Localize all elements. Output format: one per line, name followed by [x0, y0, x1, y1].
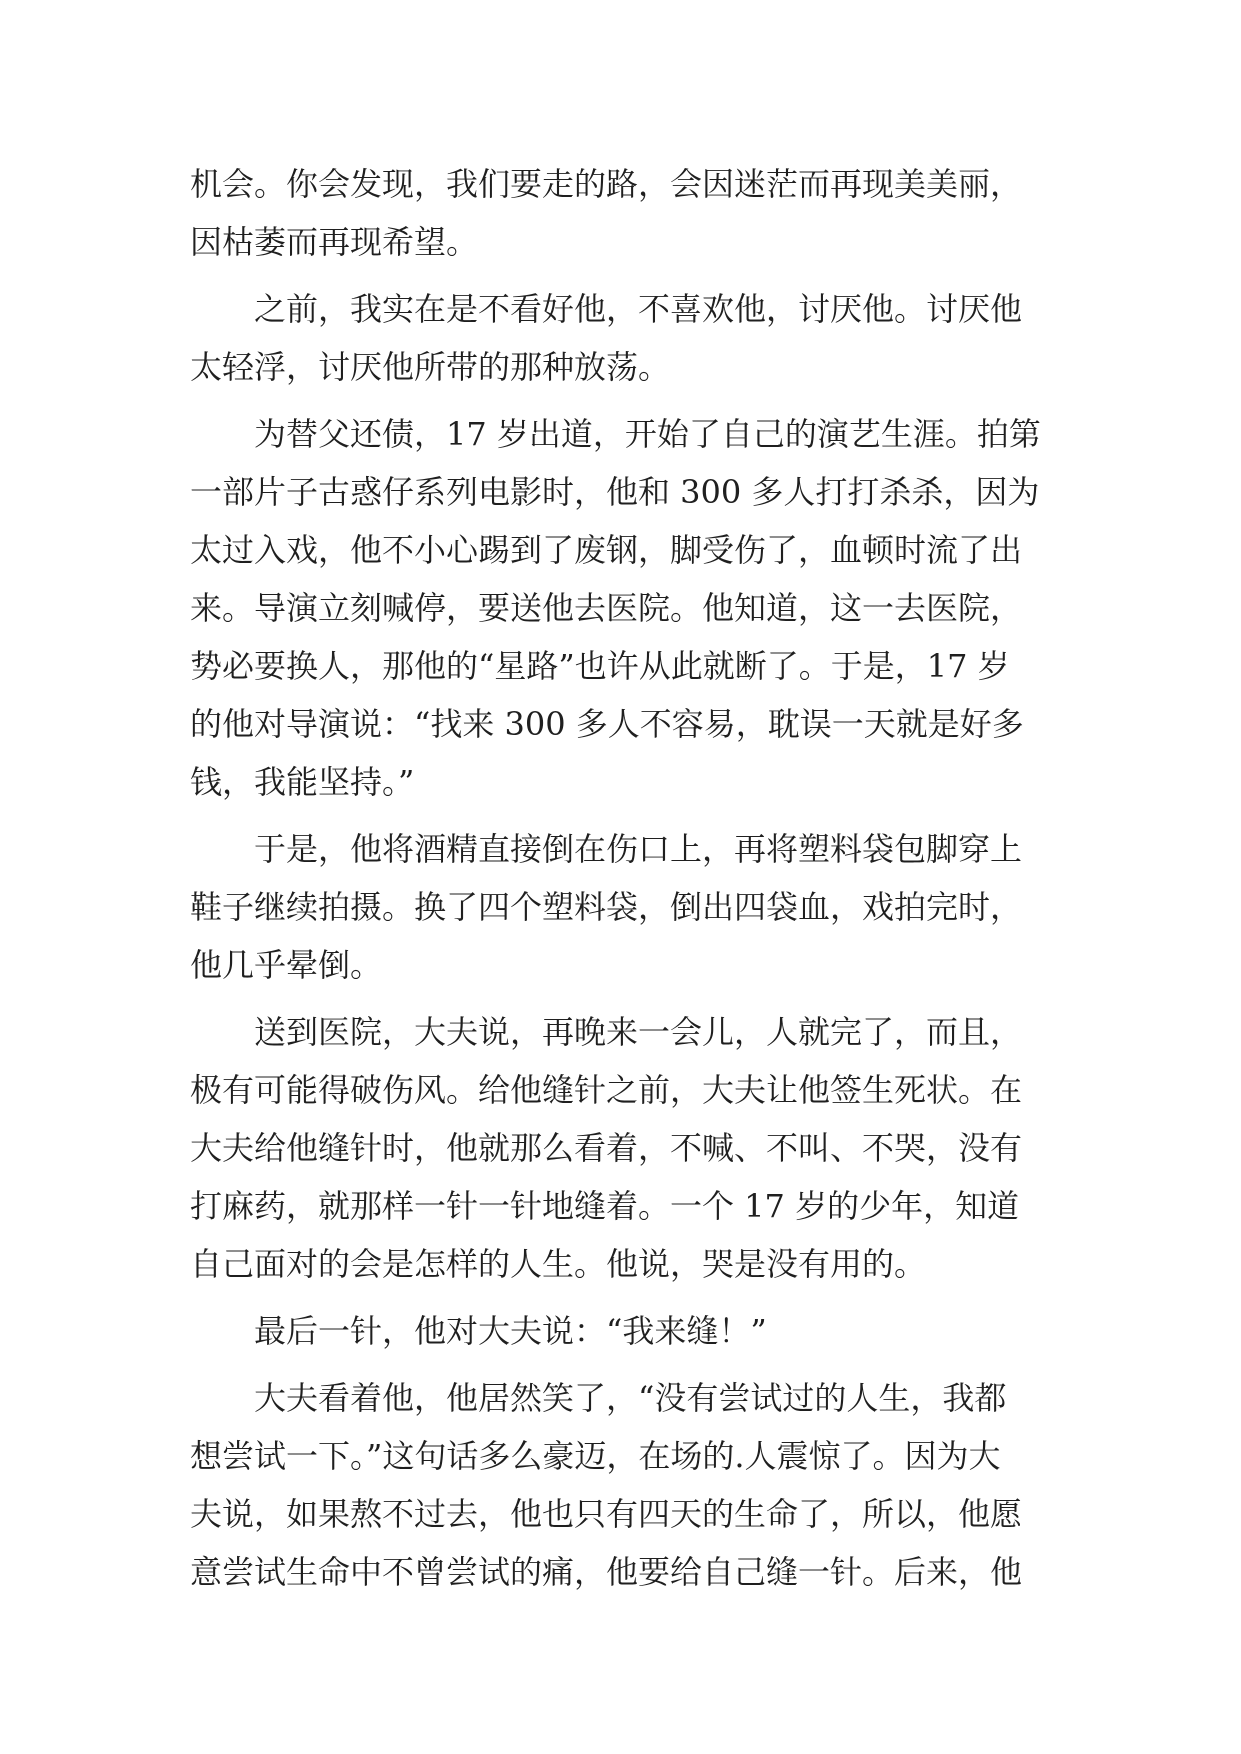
text-line: 因枯萎而再现希望。 — [190, 223, 479, 261]
text-line: 于是，他将酒精直接倒在伤口上，再将塑料袋包脚穿上 — [254, 830, 1023, 868]
text-line: 机会。你会发现，我们要走的路，会因迷茫而再现美美丽， — [190, 165, 1023, 203]
text-line: 一部片子古惑仔系列电影时，他和 300 多人打打杀杀，因为 — [190, 473, 1040, 511]
paragraph — [190, 820, 1050, 994]
text-line: 大夫给他缝针时，他就那么看着，不喊、不叫、不哭，没有 — [190, 1129, 1023, 1167]
text-line: 最后一针，他对大夫说：“我来缝！” — [254, 1312, 767, 1350]
text-line: 打麻药，就那样一针一针地缝着。一个 17 岁的少年，知道 — [190, 1187, 1020, 1225]
paragraph — [190, 155, 1050, 271]
text-line: 太过入戏，他不小心踢到了废钢，脚受伤了，血顿时流了出 — [190, 531, 1023, 569]
paragraph — [190, 1369, 1050, 1601]
text-line: 的他对导演说：“找来 300 多人不容易，耽误一天就是好多 — [190, 705, 1024, 743]
text-line: 为替父还债，17 岁出道，开始了自己的演艺生涯。拍第 — [254, 415, 1041, 453]
text-line: 钱，我能坚持。” — [190, 763, 415, 801]
text-line: 来。导演立刻喊停，要送他去医院。他知道，这一去医院， — [190, 589, 1023, 627]
article-body — [190, 155, 1050, 1610]
text-line: 大夫看着他，他居然笑了，“没有尝试过的人生，我都 — [254, 1379, 1007, 1417]
paragraph — [190, 405, 1050, 811]
text-line: 之前，我实在是不看好他，不喜欢他，讨厌他。讨厌他 — [254, 290, 1023, 328]
paragraph — [190, 1003, 1050, 1293]
paragraph — [190, 1302, 1050, 1360]
text-line: 意尝试生命中不曾尝试的痛，他要给自己缝一针。后来，他 — [190, 1553, 1023, 1591]
text-line: 送到医院，大夫说，再晚来一会儿，人就完了，而且， — [254, 1013, 1023, 1051]
text-line: 想尝试一下。”这句话多么豪迈，在场的.人震惊了。因为大 — [190, 1437, 1001, 1475]
text-line: 夫说，如果熬不过去，他也只有四天的生命了，所以，他愿 — [190, 1495, 1023, 1533]
text-line: 鞋子继续拍摄。换了四个塑料袋，倒出四袋血，戏拍完时， — [190, 888, 1023, 926]
text-line: 自己面对的会是怎样的人生。他说，哭是没有用的。 — [190, 1245, 927, 1283]
text-line: 太轻浮，讨厌他所带的那种放荡。 — [190, 348, 671, 386]
text-line: 他几乎晕倒。 — [190, 946, 383, 984]
text-line: 极有可能得破伤风。给他缝针之前，大夫让他签生死状。在 — [190, 1071, 1023, 1109]
paragraph — [190, 280, 1050, 396]
text-line: 势必要换人，那他的“星路”也许从此就断了。于是，17 岁 — [190, 647, 1010, 685]
